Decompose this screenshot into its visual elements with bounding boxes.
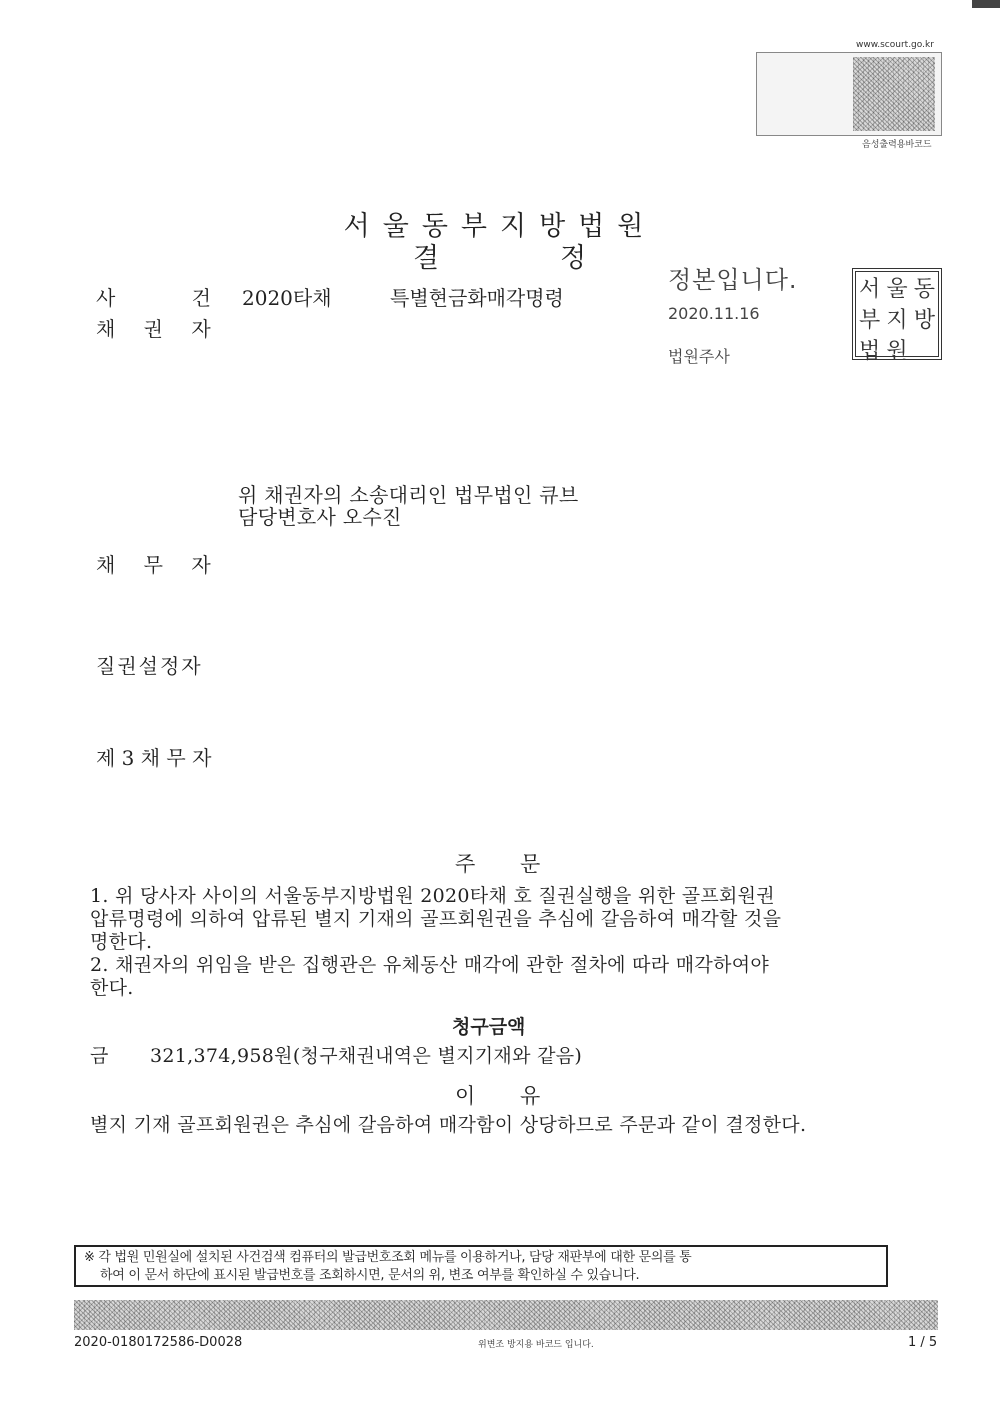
seal-char: 원 [886, 339, 908, 364]
seal-char: 서 [859, 277, 881, 302]
seal-char: 지 [886, 308, 908, 333]
creditor-agent-line2: 담당변호사 오수진 [238, 505, 402, 529]
pledgor-label: 질권설정자 [96, 654, 203, 678]
seal-char: 동 [913, 277, 935, 302]
scan-edge-mark [972, 0, 1000, 8]
order-line: 명한다. [90, 931, 153, 953]
seal-char: 부 [859, 308, 881, 333]
debtor-label: 채 무 자 [96, 553, 211, 577]
court-name: 서울동부지방법원 [343, 211, 657, 242]
order-line: 압류명령에 의하여 압류된 별지 기재의 골프회원권을 추심에 갈음하여 매각할 것을 [90, 908, 782, 930]
barcode-caption: 위변조 방지용 바코드 입니다. [478, 1340, 594, 1350]
top-barcode-url: www.scourt.go.kr [856, 40, 934, 50]
order-body [90, 885, 781, 1000]
order-heading: 주 문 [455, 852, 541, 876]
seal-char: 법 [859, 339, 881, 364]
claim-heading: 청구금액 [452, 1016, 526, 1038]
document-type-2: 정 [560, 243, 587, 274]
top-barcode-pattern [853, 57, 935, 131]
top-barcode-frame [756, 52, 942, 136]
page-number: 1 / 5 [908, 1335, 938, 1350]
certification-clerk: 법원주사 [668, 347, 730, 366]
seal-char: 울 [886, 277, 908, 302]
reason-text: 별지 기재 골프회원권은 추심에 갈음하여 매각함이 상당하므로 주문과 같이 결정한다. [90, 1114, 807, 1136]
issue-number: 2020-0180172586-D0028 [74, 1335, 243, 1350]
seal-char: 방 [913, 308, 935, 333]
order-line: 1. 위 당사자 사이의 서울동부지방법원 2020타채 호 질권실행을 위한 골프회원권 [90, 885, 775, 907]
reason-heading: 이 유 [455, 1084, 541, 1108]
case-name: 특별현금화매각명령 [390, 286, 564, 310]
document-type-1: 결 [413, 243, 440, 274]
third-debtor-label: 제 3 채 무 자 [96, 746, 212, 770]
order-line: 2. 채권자의 위임을 받은 집행관은 유체동산 매각에 관한 절차에 따라 매각하여야 [90, 954, 770, 976]
anti-forgery-barcode [74, 1300, 938, 1330]
order-line: 한다. [90, 977, 134, 999]
creditor-label: 채 권 자 [96, 317, 211, 341]
creditor-agent-line1: 위 채권자의 소송대리인 법무법인 큐브 [238, 483, 579, 507]
court-seal [852, 268, 942, 364]
certification-text: 정본입니다. [668, 266, 798, 294]
claim-amount: 321,374,958원(청구채권내역은 별지기재와 같음) [150, 1045, 583, 1067]
claim-prefix: 금 [90, 1045, 109, 1067]
case-label: 사 건 [96, 286, 211, 310]
notice-line: 하여 이 문서 하단에 표시된 발급번호를 조회하시면, 문서의 위, 변조 여부를 확인하실 수 있습니다. [100, 1268, 640, 1283]
verification-notice [74, 1245, 888, 1287]
top-barcode-caption: 음성출력용바코드 [862, 140, 932, 150]
case-number: 2020타채 [242, 286, 332, 310]
notice-line: ※ 각 법원 민원실에 설치된 사건검색 컴퓨터의 발급번호조회 메뉴를 이용하거나, 담당 재판부에 대한 문의를 통 [84, 1250, 692, 1265]
certification-date: 2020.11.16 [668, 304, 760, 323]
